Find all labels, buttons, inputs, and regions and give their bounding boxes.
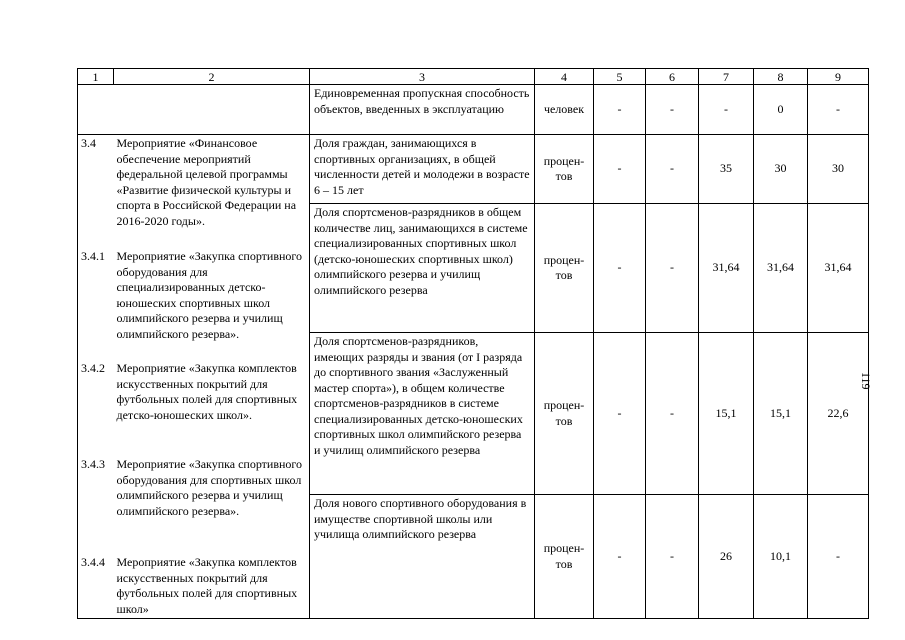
value-cell: - [646, 85, 699, 135]
measure-number: 3.4 [81, 136, 96, 150]
value-cell: - [808, 85, 869, 135]
measure-number: 3.4.4 [81, 555, 105, 569]
indicator-cell: Доля спортсменов-разрядников, имеющих разряды и звания (от I разряда до спортивного звания «Заслуженный мастер спорта»), в общем количестве спортсменов-разрядников в системе специализированных детско-юношеских спортивных школ олимпийского резерва и училищ олимпийского резерва [310, 333, 535, 495]
header-cell: 7 [699, 69, 754, 85]
indicator-cell: Единовременная пропускная способность объектов, введенных в эксплуатацию [310, 85, 535, 135]
measure-number: 3.4.2 [81, 361, 105, 375]
value-cell: - [594, 85, 646, 135]
header-cell: 2 [114, 69, 310, 85]
measure-text: Мероприятие «Закупка комплектов искусственных покрытий для футбольных полей для спортивных детско-юношеских школ». [116, 361, 298, 422]
header-cell: 5 [594, 69, 646, 85]
empty-cell [114, 85, 310, 135]
value-cell: 31,64 [699, 204, 754, 333]
unit-cell: процен-тов [535, 204, 594, 333]
unit-cell: человек [535, 85, 594, 135]
unit-cell: процен-тов [535, 495, 594, 619]
header-cell: 8 [754, 69, 808, 85]
measure-text: Мероприятие «Закупка спортивного оборудования для спортивных школ олимпийского резерва и училищ олимпийского резерва». [116, 457, 303, 518]
value-cell: 35 [699, 135, 754, 204]
unit-cell: процен-тов [535, 135, 594, 204]
value-cell: - [646, 204, 699, 333]
value-cell: - [646, 333, 699, 495]
measure-number: 3.4.3 [81, 457, 105, 471]
indicator-cell: Доля спортсменов-разрядников в общем количестве лиц, занимающихся в системе специализированных спортивных школ (детско-юношеских спортивных школ) олимпийского резерва и училищ олимпийского резерва [310, 204, 535, 333]
value-cell: 30 [808, 135, 869, 204]
measure-number: 3.4.1 [81, 249, 105, 263]
header-cell: 1 [78, 69, 114, 85]
value-cell: 22,6 [808, 333, 869, 495]
header-cell: 6 [646, 69, 699, 85]
value-cell: - [594, 135, 646, 204]
value-cell: - [594, 495, 646, 619]
table-row [78, 135, 869, 204]
header-cell: 9 [808, 69, 869, 85]
value-cell: - [646, 495, 699, 619]
value-cell: 30 [754, 135, 808, 204]
value-cell: 26 [699, 495, 754, 619]
measure-text: Мероприятие «Закупка спортивного оборудования для специализированных детско-юношеских спортивных школ олимпийского резерва и училищ олимпийского резерва». [116, 249, 303, 341]
value-cell: 31,64 [808, 204, 869, 333]
indicator-cell: Доля граждан, занимающихся в спортивных организациях, в общей численности детей и молодежи в возрасте 6 – 15 лет [310, 135, 535, 204]
value-cell: - [808, 495, 869, 619]
measure-text: Мероприятие «Финансовое обеспечение мероприятий федеральной целевой программы «Развитие физической культуры и спорта в Российской Федерации на 2016-2020 годы». [116, 136, 297, 228]
measure-text: Мероприятие «Закупка комплектов искусственных покрытий для футбольных полей для спортивных школ» [116, 555, 298, 616]
page-number: 119 [859, 372, 873, 390]
header-cell: 3 [310, 69, 535, 85]
measure-text-column [114, 135, 310, 619]
indicator-cell: Доля нового спортивного оборудования в имуществе спортивной школы или училища олимпийского резерва [310, 495, 535, 619]
table-row [78, 85, 869, 135]
value-cell: - [646, 135, 699, 204]
value-cell: - [594, 204, 646, 333]
measure-number-column [78, 135, 114, 619]
unit-cell: процен-тов [535, 333, 594, 495]
value-cell: - [594, 333, 646, 495]
value-cell: 15,1 [754, 333, 808, 495]
value-cell: 0 [754, 85, 808, 135]
header-cell: 4 [535, 69, 594, 85]
empty-cell [78, 85, 114, 135]
header-row [78, 69, 869, 85]
value-cell: 10,1 [754, 495, 808, 619]
value-cell: 31,64 [754, 204, 808, 333]
indicators-table [77, 68, 869, 619]
value-cell: 15,1 [699, 333, 754, 495]
value-cell: - [699, 85, 754, 135]
